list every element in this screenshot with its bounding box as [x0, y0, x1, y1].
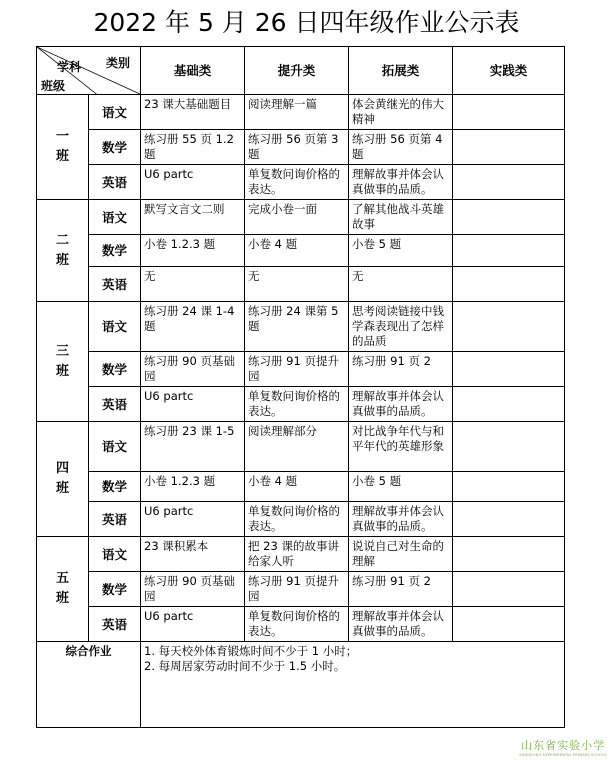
advanced-cell: 练习册 24 课第 5 题 — [245, 302, 349, 352]
extend-cell: 理解故事并体会认真做事的品质。 — [349, 387, 453, 422]
advanced-cell: 单复数问询价格的表达。 — [245, 165, 349, 200]
class-name-cell: 一 班 — [37, 95, 89, 200]
practice-cell — [453, 387, 565, 422]
advanced-cell: 小卷 4 题 — [245, 472, 349, 502]
basic-cell: U6 partc — [141, 502, 245, 537]
category-label: 类别 — [105, 56, 130, 70]
extend-cell: 说说自己对生命的理解 — [349, 537, 453, 572]
table-row — [37, 235, 565, 267]
comprehensive-body — [141, 642, 565, 728]
subject-cell: 数学 — [89, 235, 141, 267]
practice-cell — [453, 502, 565, 537]
practice-cell — [453, 352, 565, 387]
basic-cell: 无 — [141, 267, 245, 302]
extend-cell: 思考阅读链接中钱学森表现出了怎样的品质 — [349, 302, 453, 352]
extend-cell: 小卷 5 题 — [349, 472, 453, 502]
school-logo-cn: 山东省实验小学 — [521, 739, 606, 752]
basic-cell: 23 课积累本 — [141, 537, 245, 572]
col-header-practice: 实践类 — [453, 47, 565, 95]
extend-cell: 理解故事并体会认真做事的品质。 — [349, 502, 453, 537]
practice-cell — [453, 572, 565, 607]
basic-cell: 默写文言文二则 — [141, 200, 245, 235]
advanced-cell: 完成小卷一面 — [245, 200, 349, 235]
advanced-cell: 小卷 4 题 — [245, 235, 349, 267]
table-row — [37, 572, 565, 607]
col-header-advanced: 提升类 — [245, 47, 349, 95]
diagonal-header-cell — [37, 47, 141, 95]
header-row — [37, 47, 565, 95]
table-row — [37, 537, 565, 572]
practice-cell — [453, 472, 565, 502]
comprehensive-row — [37, 642, 565, 728]
class-name-cell: 四 班 — [37, 422, 89, 537]
subject-label: 学科 — [57, 60, 82, 74]
practice-cell — [453, 422, 565, 472]
extend-cell: 了解其他战斗英雄故事 — [349, 200, 453, 235]
practice-cell — [453, 267, 565, 302]
extend-cell: 练习册 56 页第 4 题 — [349, 130, 453, 165]
col-header-extend: 拓展类 — [349, 47, 453, 95]
homework-table — [36, 46, 565, 728]
subject-cell: 数学 — [89, 572, 141, 607]
practice-cell — [453, 200, 565, 235]
practice-cell — [453, 235, 565, 267]
table-row — [37, 472, 565, 502]
class-name-cell: 五 班 — [37, 537, 89, 642]
table-row — [37, 502, 565, 537]
page-title: 2022 年 5 月 26 日四年级作业公示表 — [93, 8, 520, 37]
class-name-cell: 三 班 — [37, 302, 89, 422]
subject-cell: 语文 — [89, 422, 141, 472]
subject-cell: 英语 — [89, 267, 141, 302]
subject-cell: 数学 — [89, 472, 141, 502]
table-row — [37, 422, 565, 472]
comprehensive-label: 综合作业 — [37, 642, 141, 728]
basic-cell: 小卷 1.2.3 题 — [141, 472, 245, 502]
class-name-cell: 二 班 — [37, 200, 89, 302]
table-row — [37, 607, 565, 642]
table-row — [37, 200, 565, 235]
advanced-cell: 练习册 56 页第 3 题 — [245, 130, 349, 165]
advanced-cell: 练习册 91 页提升园 — [245, 572, 349, 607]
subject-cell: 英语 — [89, 607, 141, 642]
basic-cell: U6 partc — [141, 387, 245, 422]
table-row — [37, 267, 565, 302]
practice-cell — [453, 95, 565, 130]
practice-cell — [453, 537, 565, 572]
school-logo-en: SHANDONG EXPERIMENTAL PRIMARY SCHOOL — [519, 753, 607, 757]
advanced-cell: 阅读理解部分 — [245, 422, 349, 472]
practice-cell — [453, 607, 565, 642]
basic-cell: 练习册 55 页 1.2 题 — [141, 130, 245, 165]
table-row — [37, 302, 565, 352]
extend-cell: 对比战争年代与和平年代的英雄形象 — [349, 422, 453, 472]
basic-cell: 练习册 90 页基础园 — [141, 352, 245, 387]
comprehensive-item: 2. 每周居家劳动时间不少于 1.5 小时。 — [144, 659, 346, 673]
advanced-cell: 单复数问询价格的表达。 — [245, 607, 349, 642]
col-header-basic: 基础类 — [141, 47, 245, 95]
advanced-cell: 单复数问询价格的表达。 — [245, 387, 349, 422]
basic-cell: U6 partc — [141, 165, 245, 200]
table-row — [37, 95, 565, 130]
basic-cell: U6 partc — [141, 607, 245, 642]
advanced-cell: 把 23 课的故事讲给家人听 — [245, 537, 349, 572]
basic-cell: 23 课大基础题目 — [141, 95, 245, 130]
practice-cell — [453, 302, 565, 352]
subject-cell: 数学 — [89, 352, 141, 387]
extend-cell: 体会黄继光的伟大精神 — [349, 95, 453, 130]
basic-cell: 练习册 23 课 1-5 — [141, 422, 245, 472]
extend-cell: 练习册 91 页 2 — [349, 352, 453, 387]
extend-cell: 小卷 5 题 — [349, 235, 453, 267]
subject-cell: 语文 — [89, 95, 141, 130]
advanced-cell: 阅读理解一篇 — [245, 95, 349, 130]
practice-cell — [453, 165, 565, 200]
advanced-cell: 练习册 91 页提升园 — [245, 352, 349, 387]
school-logo — [519, 737, 607, 757]
table-row — [37, 130, 565, 165]
table-row — [37, 352, 565, 387]
comprehensive-item: 1. 每天校外体育锻炼时间不少于 1 小时； — [144, 644, 358, 658]
practice-cell — [453, 130, 565, 165]
extend-cell: 理解故事并体会认真做事的品质。 — [349, 165, 453, 200]
table-row — [37, 387, 565, 422]
advanced-cell: 单复数问询价格的表达。 — [245, 502, 349, 537]
basic-cell: 小卷 1.2.3 题 — [141, 235, 245, 267]
basic-cell: 练习册 90 页基础园 — [141, 572, 245, 607]
subject-cell: 语文 — [89, 302, 141, 352]
subject-cell: 数学 — [89, 130, 141, 165]
extend-cell: 理解故事并体会认真做事的品质。 — [349, 607, 453, 642]
subject-cell: 英语 — [89, 387, 141, 422]
subject-cell: 英语 — [89, 165, 141, 200]
advanced-cell: 无 — [245, 267, 349, 302]
basic-cell: 练习册 24 课 1-4 题 — [141, 302, 245, 352]
class-label: 班级 — [41, 79, 66, 93]
table-row — [37, 165, 565, 200]
subject-cell: 语文 — [89, 200, 141, 235]
extend-cell: 无 — [349, 267, 453, 302]
subject-cell: 英语 — [89, 502, 141, 537]
subject-cell: 语文 — [89, 537, 141, 572]
extend-cell: 练习册 91 页 2 — [349, 572, 453, 607]
